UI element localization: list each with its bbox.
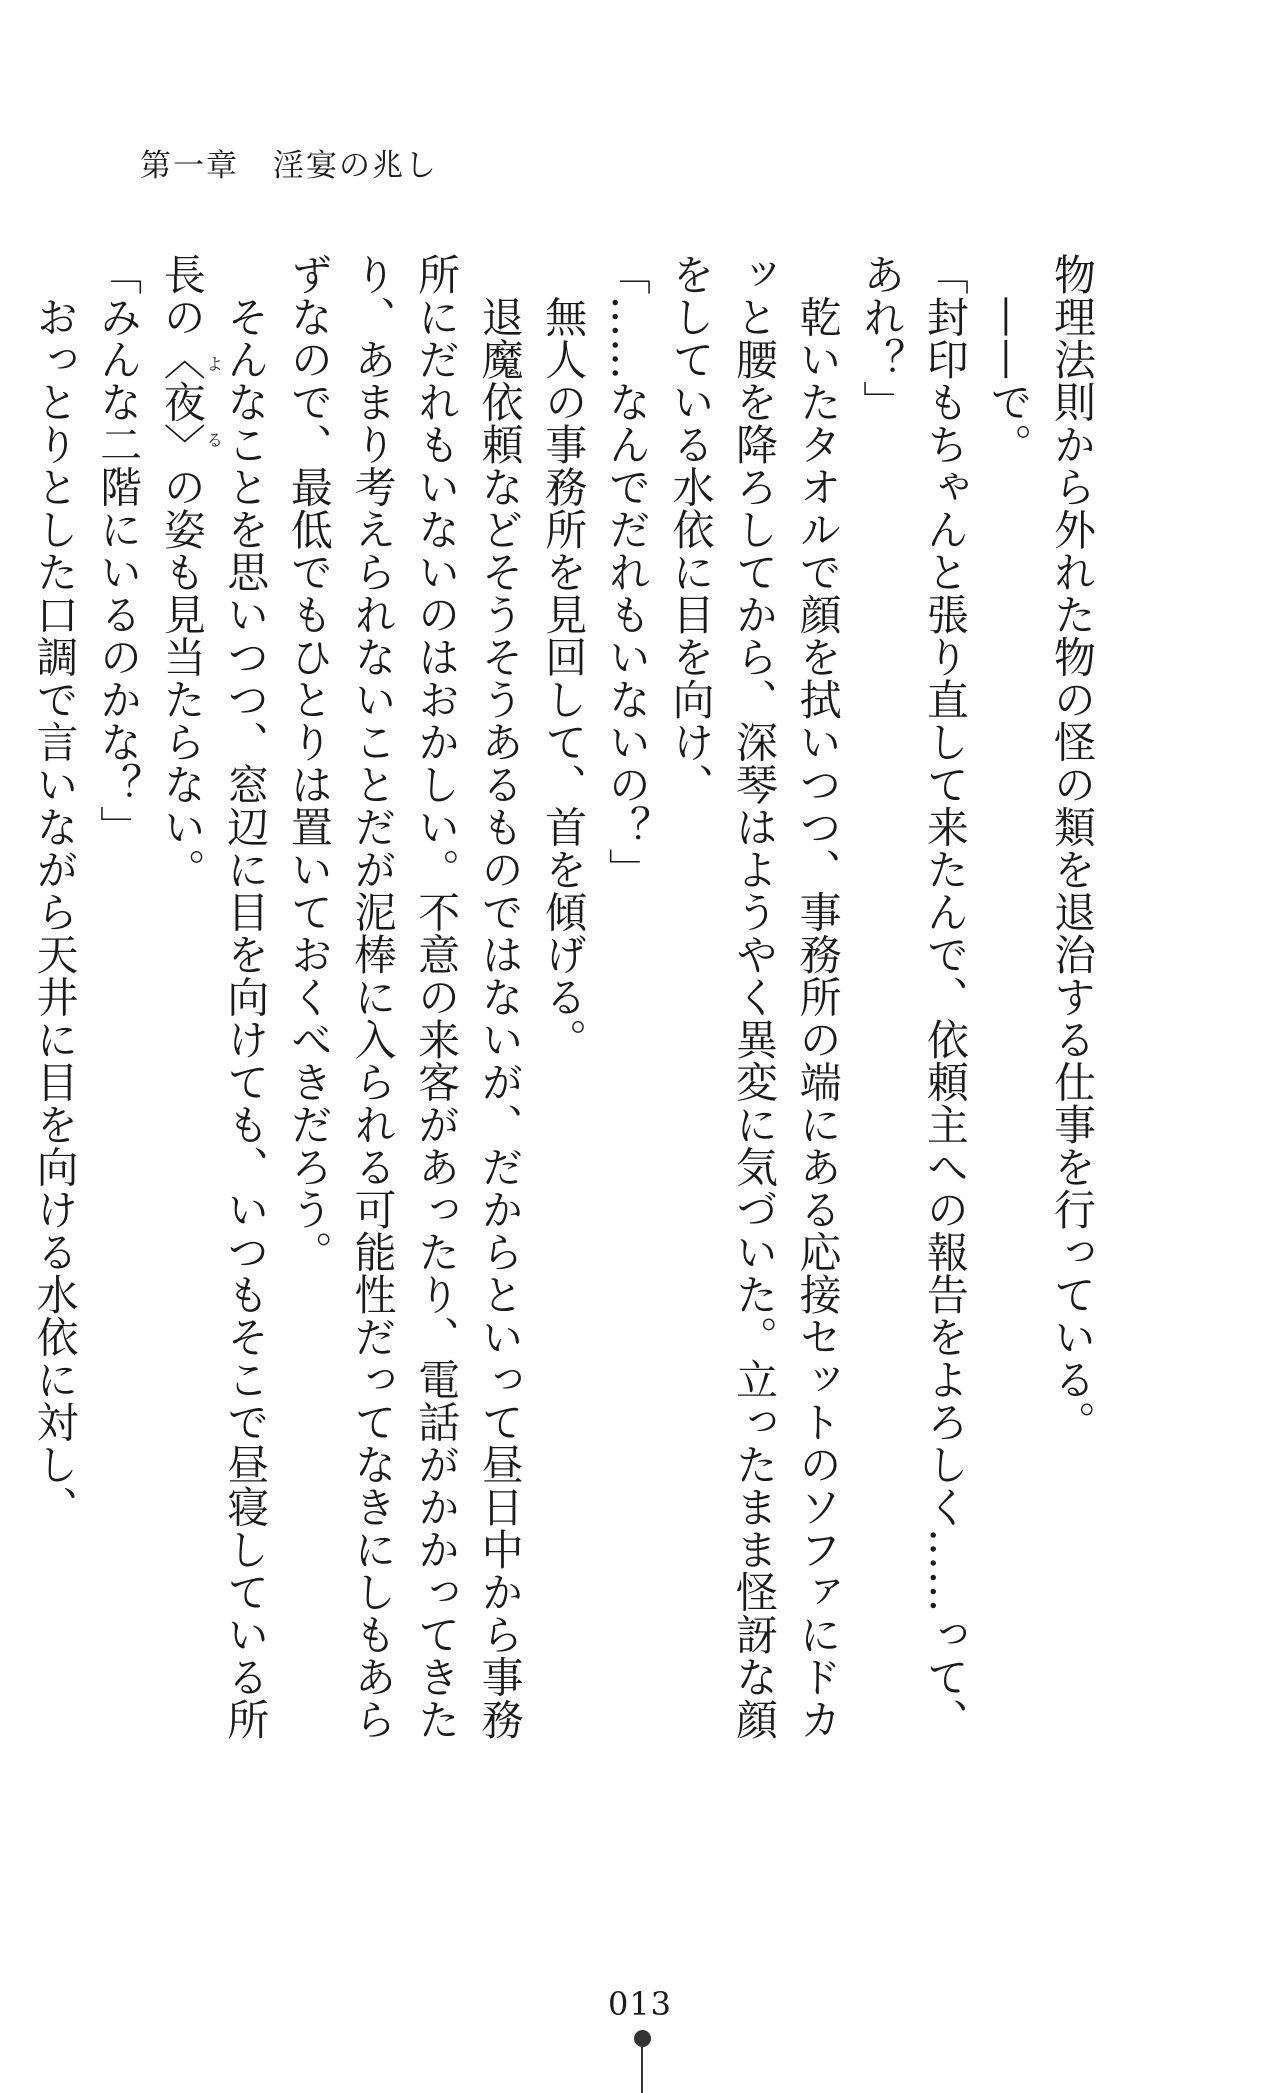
chapter-number: 第一章	[140, 148, 239, 184]
page-number: 013	[607, 1985, 673, 2023]
paragraph: 無人の事務所を見回して、首を傾げる。	[539, 253, 589, 1061]
running-head	[140, 140, 438, 185]
paragraph: 物理法則から外れた物の怪の類を退治する仕事を行っている。	[1048, 253, 1097, 1443]
ruby-reading: よる	[202, 338, 223, 466]
chapter-title: 淫宴の兆し	[273, 148, 438, 184]
paragraph: 「みんな二階にいるのかな？」	[94, 253, 144, 848]
body-text	[30, 253, 1104, 1753]
folio-dot-ornament	[634, 2030, 651, 2047]
paragraph: ——で。	[984, 253, 1034, 466]
folio-line-ornament	[641, 2047, 643, 2093]
ruby-base: 〈夜〉	[157, 338, 207, 466]
ruby-annotation	[157, 338, 223, 466]
paragraph-continuation: の姿も見当たらない。	[157, 465, 207, 891]
paragraph-with-ruby	[150, 253, 277, 1753]
paragraph: 「封印もちゃんと張り直して来たんで、依頼主への報告をよろしく……って、あれ？」	[857, 253, 970, 1741]
paragraph: おっとりとした口調で言いながら天井に目を向ける水依に対し、	[30, 253, 80, 1528]
paragraph-text: そんなことを思いつつ、窓辺に目を向けても、いつもそこで昼寝している所長の	[157, 253, 271, 1741]
paragraph: 「……なんでだれもいないの？」	[602, 253, 652, 891]
paragraph: 乾いたタオルで顔を拭いつつ、事務所の端にある応接セットのソファにドカッと腰を降ろしてから、深琴はようやく異変に気づいた。立ったまま怪訝な顔をしている水依に目を向け、	[666, 253, 843, 1741]
paragraph: 退魔依頼などそうそうあるものではないが、だからといって昼日中から事務所にだれもいないのはおかしい。不意の来客があったり、電話がかかってきたり、あまり考えられないことだが泥棒に入られる可能性だってなきにしもあらずなので、最低でもひとりは置いておくべきだろう。	[284, 253, 525, 1741]
